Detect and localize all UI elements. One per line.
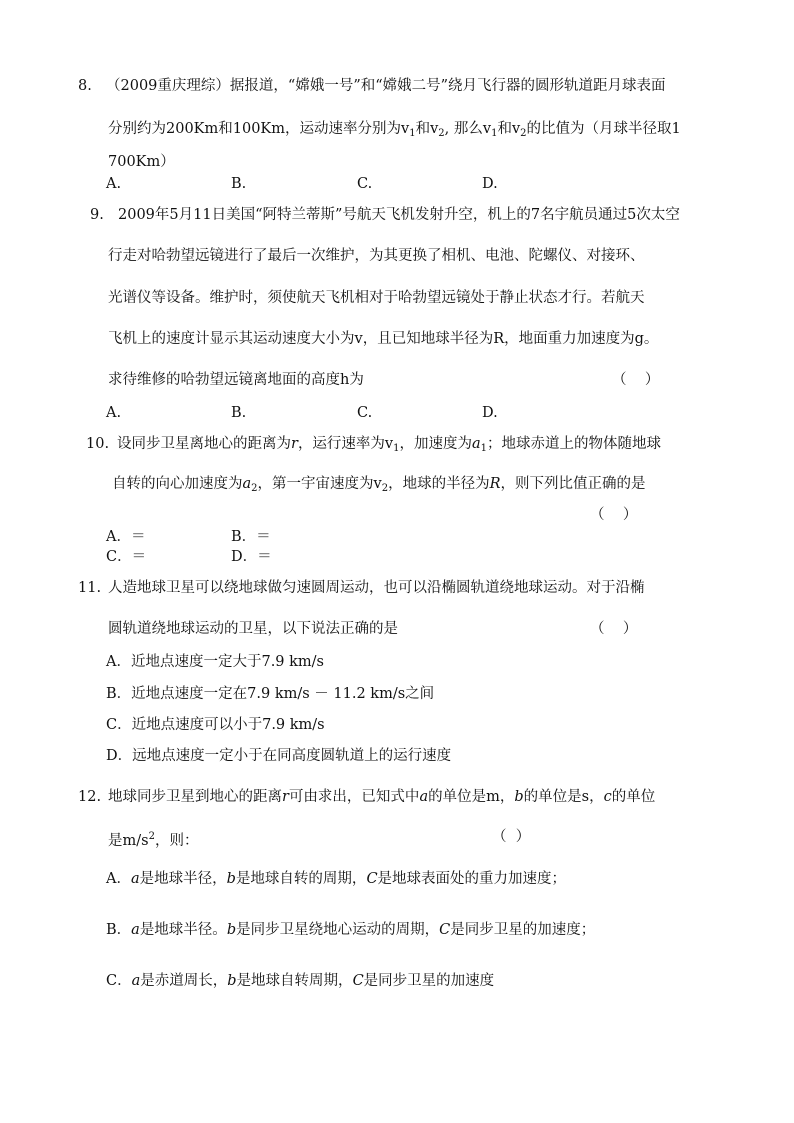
q10-option-d[interactable]: D．＝ [231,549,272,565]
q9-answer-blank[interactable]: （ ） [612,372,660,388]
q9-option-a[interactable]: A. [106,405,122,421]
q11-option-b[interactable]: B．近地点速度一定在7.9 km/s － 11.2 km/s之间 [106,686,435,702]
q9-line-1: 2009年5月11日美国“阿特兰蒂斯”号航天飞机发射升空，机上的7名宇航员通过5次太空 [118,207,680,223]
q10-line-2: 自转的向心加速度为$a_2$，第一宇宙速度为$v_2$，地球的半径为R，则下列比值正确的是 [112,476,646,494]
q11-line-1: 人造地球卫星可以绕地球做匀速圆周运动，也可以沿椭圆轨道绕地球运动。对于沿椭 [108,580,645,596]
q8-number: 8. [78,78,92,94]
q8-option-b[interactable]: B. [231,176,247,192]
q10-number: 10. [86,436,110,452]
q11-line-2: 圆轨道绕地球运动的卫星，以下说法正确的是 [108,621,398,637]
q10-answer-blank[interactable]: （ ） [590,507,638,523]
q10-option-a[interactable]: A．＝ [106,529,146,545]
q8-line-1: （2009重庆理综）据报道，“嫦娥一号”和“嫦娥二号”绕月飞行器的圆形轨道距月球表面 [106,78,666,94]
q10-line-1: 设同步卫星离地心的距离为r，运行速率为$v_1$，加速度为$a_1$；地球赤道上的物体随地球 [117,436,662,454]
q12-line-2: 是$m/s^2$，则： [108,831,199,849]
q8-option-d[interactable]: D. [482,176,498,192]
q12-answer-blank[interactable]: （ ） [492,829,531,845]
q9-number: 9. [90,207,104,223]
q12-option-a[interactable]: A．a是地球半径，b是地球自转的周期，C是地球表面处的重力加速度； [106,871,567,887]
q11-option-a[interactable]: A．近地点速度一定大于7.9 km/s [106,654,325,670]
q9-line-5: 求待维修的哈勃望远镜离地面的高度h为 [108,372,364,388]
q10-option-b[interactable]: B．＝ [231,529,271,545]
q9-option-b[interactable]: B. [231,405,247,421]
q8-option-a[interactable]: A. [106,176,122,192]
q12-number: 12. [78,789,102,805]
q11-answer-blank[interactable]: （ ） [590,621,638,637]
q9-option-d[interactable]: D. [482,405,498,421]
q8-option-c[interactable]: C. [357,176,373,192]
q11-option-d[interactable]: D．远地点速度一定小于在同高度圆轨道上的运行速度 [106,748,452,764]
q8-line-2: 分别约为200Km和100Km，运动速率分别为$v_1$和$v_2$, 那么$v_1$和$v_2$的比值为（月球半径取1 [108,121,681,139]
q9-line-3: 光谱仪等设备。维护时，须使航天飞机相对于哈勃望远镜处于静止状态才行。若航天 [108,290,645,306]
q8-line-3: 700Km） [108,154,175,170]
q9-option-c[interactable]: C. [357,405,373,421]
q11-option-c[interactable]: C．近地点速度可以小于7.9 km/s [106,717,325,733]
q12-option-c[interactable]: C．a是赤道周长，b是地球自转周期，C是同步卫星的加速度 [106,973,495,989]
q9-line-2: 行走对哈勃望远镜进行了最后一次维护，为其更换了相机、电池、陀螺仪、对接环、 [108,248,645,264]
q10-option-c[interactable]: C．＝ [106,549,147,565]
q9-line-4: 飞机上的速度计显示其运动速度大小为v，且已知地球半径为R，地面重力加速度为g。 [108,331,659,347]
q12-line-1: 地球同步卫星到地心的距离r可由求出，已知式中a的单位是m，b的单位是s，c的单位 [108,789,656,805]
q11-number: 11. [78,580,102,596]
q12-option-b[interactable]: B．a是地球半径。b是同步卫星绕地心运动的周期，C是同步卫星的加速度； [106,922,596,938]
